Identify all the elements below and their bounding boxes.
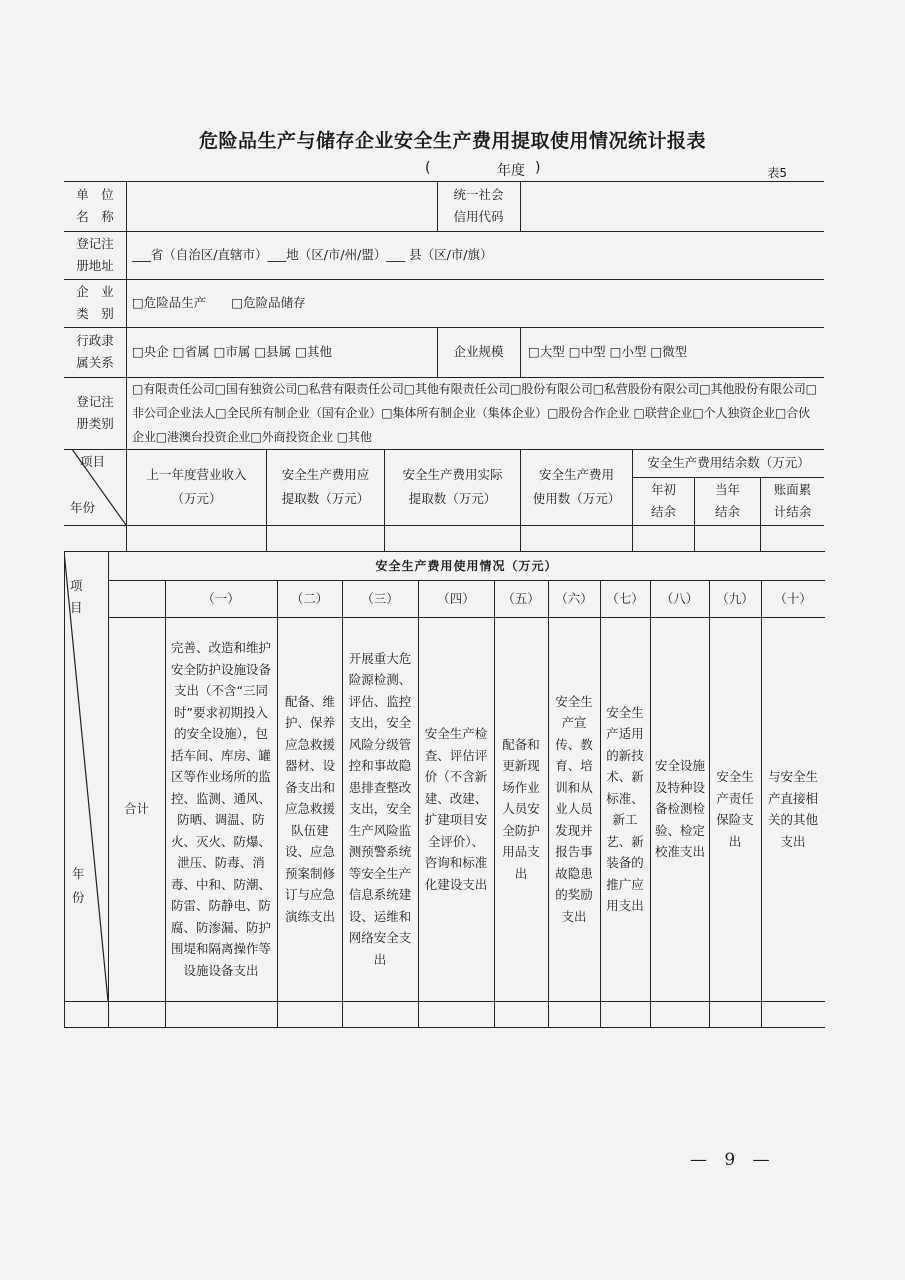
credit-code-label: 统一社会 信用代码: [453, 187, 504, 224]
table-number: 表5: [767, 166, 787, 180]
usage-corner-year: 年 份: [72, 866, 85, 905]
credit-code-input[interactable]: [521, 182, 823, 230]
balance-year-header: 当年 结余: [714, 482, 740, 519]
year-label: 年度: [497, 163, 525, 179]
col-desc-7: 安全生产适用的新技术、新标准、新工艺、新装备的推广应用支出: [606, 704, 644, 913]
col-desc-8: 安全设施及特种设备检测检验、检定校准支出: [655, 758, 706, 860]
col-num-7: （七）: [606, 590, 644, 606]
reg-address-label: 登记注 册地址: [76, 236, 114, 273]
col-desc-9: 安全生产责任保险支出: [716, 769, 754, 849]
col-num-8: （八）: [660, 590, 699, 606]
enterprise-type-label: 企 业 类 别: [76, 284, 114, 321]
usage-heading: 安全生产费用使用情况（万元）: [375, 558, 558, 573]
col-desc-10: 与安全生产直接相关的其他支出: [767, 769, 818, 849]
admin-relation-options[interactable]: □央企 □省属 □市属 □县属 □其他: [132, 344, 332, 359]
due-header: 安全生产费用应 提取数（万元）: [281, 467, 370, 506]
balance-header: 安全生产费用结余数（万元）: [647, 455, 810, 470]
col-desc-4: 安全生产检查、评估评价（不含新建、改建、扩建项目安全评价）、咨询和标准化建设支出: [424, 726, 488, 892]
summary-corner-year: 年份: [70, 500, 96, 515]
page-number: — 9 —: [690, 1150, 776, 1170]
usage-data-row[interactable]: [65, 1002, 824, 1026]
scale-options[interactable]: □大型 □中型 □小型 □微型: [528, 344, 688, 359]
col-num-9: （九）: [716, 590, 754, 606]
col-num-4: （四）: [437, 590, 475, 606]
unit-name-label: 单 位 名 称: [76, 187, 114, 224]
scale-label: 企业规模: [453, 344, 504, 359]
unit-name-input[interactable]: [127, 182, 436, 230]
col-num-6: （六）: [555, 590, 593, 606]
col-desc-3: 开展重大危险源检测、评估、监控支出，安全风险分级管控和事故隐患排查整改支出，安全生产风险监测预警系统等安全生产信息系统建设、运维和网络安全支出: [348, 650, 412, 967]
col-num-5: （五）: [502, 590, 540, 606]
revenue-header: 上一年度营业收入 （万元）: [146, 467, 247, 506]
year-close-paren: ): [535, 160, 541, 176]
col-desc-2: 配备、维护、保养应急救援器材、设备支出和应急救援队伍建设、应急预案制修订与应急演练支出: [284, 693, 335, 924]
reg-type-label: 登记注 册类别: [76, 394, 114, 431]
col-desc-6: 安全生产宣传、教育、培训和从业人员发现并报告事故隐患的奖励支出: [555, 693, 593, 924]
reg-type-options[interactable]: □有限责任公司□国有独资公司□私营有限责任公司□其他有限责任公司□股份有限公司□私营股份有限公司□其他股份有限公司□非公司企业法人□全民所有制企业（国有企业）□集体所有制企业（集体企业）□股份合作企业 □联营企业□个人独资企业□合伙企业□港澳台投资企业□外商投资企业 □其他: [132, 382, 817, 444]
summary-data-row[interactable]: [64, 526, 824, 550]
col-num-2: （二）: [290, 590, 329, 606]
report-title: 危险品生产与储存企业安全生产费用提取使用情况统计报表: [198, 130, 706, 152]
reg-address-value[interactable]: ___省（自治区/直辖市）___地（区/市/州/盟）___ 县（区/市/旗）: [132, 247, 493, 262]
balance-total-header: 账面累 计结余: [773, 482, 812, 519]
col-num-1: （一）: [202, 590, 240, 606]
summary-corner-item: 项目: [80, 454, 106, 469]
col-num-10: （十）: [774, 590, 812, 606]
usage-corner-item: 项 目: [70, 578, 83, 615]
admin-relation-label: 行政隶 属关系: [76, 333, 114, 370]
year-open-paren: (: [425, 160, 431, 176]
enterprise-type-options[interactable]: □危险品生产 □危险品储存: [132, 295, 306, 310]
used-header: 安全生产费用 使用数（万元）: [532, 467, 621, 506]
col-desc-1: 完善、改造和维护安全防护设施设备支出（不含“三同时”要求初期投入的安全设施），包括车间、库房、罐区等作业场所的监控、监测、通风、防晒、调温、防火、灭火、防爆、泄压、防毒、消毒、中和、防潮、防雷、防静电、防腐、防渗漏、防护围堤和隔离操作等设施设备支出: [171, 640, 272, 978]
balance-begin-header: 年初 结余: [650, 482, 676, 519]
usage-total-label: 合计: [123, 801, 149, 816]
col-num-3: （三）: [361, 590, 399, 606]
col-desc-5: 配备和更新现场作业人员安全防护用品支出: [502, 736, 540, 881]
actual-header: 安全生产费用实际 提取数（万元）: [402, 467, 503, 506]
